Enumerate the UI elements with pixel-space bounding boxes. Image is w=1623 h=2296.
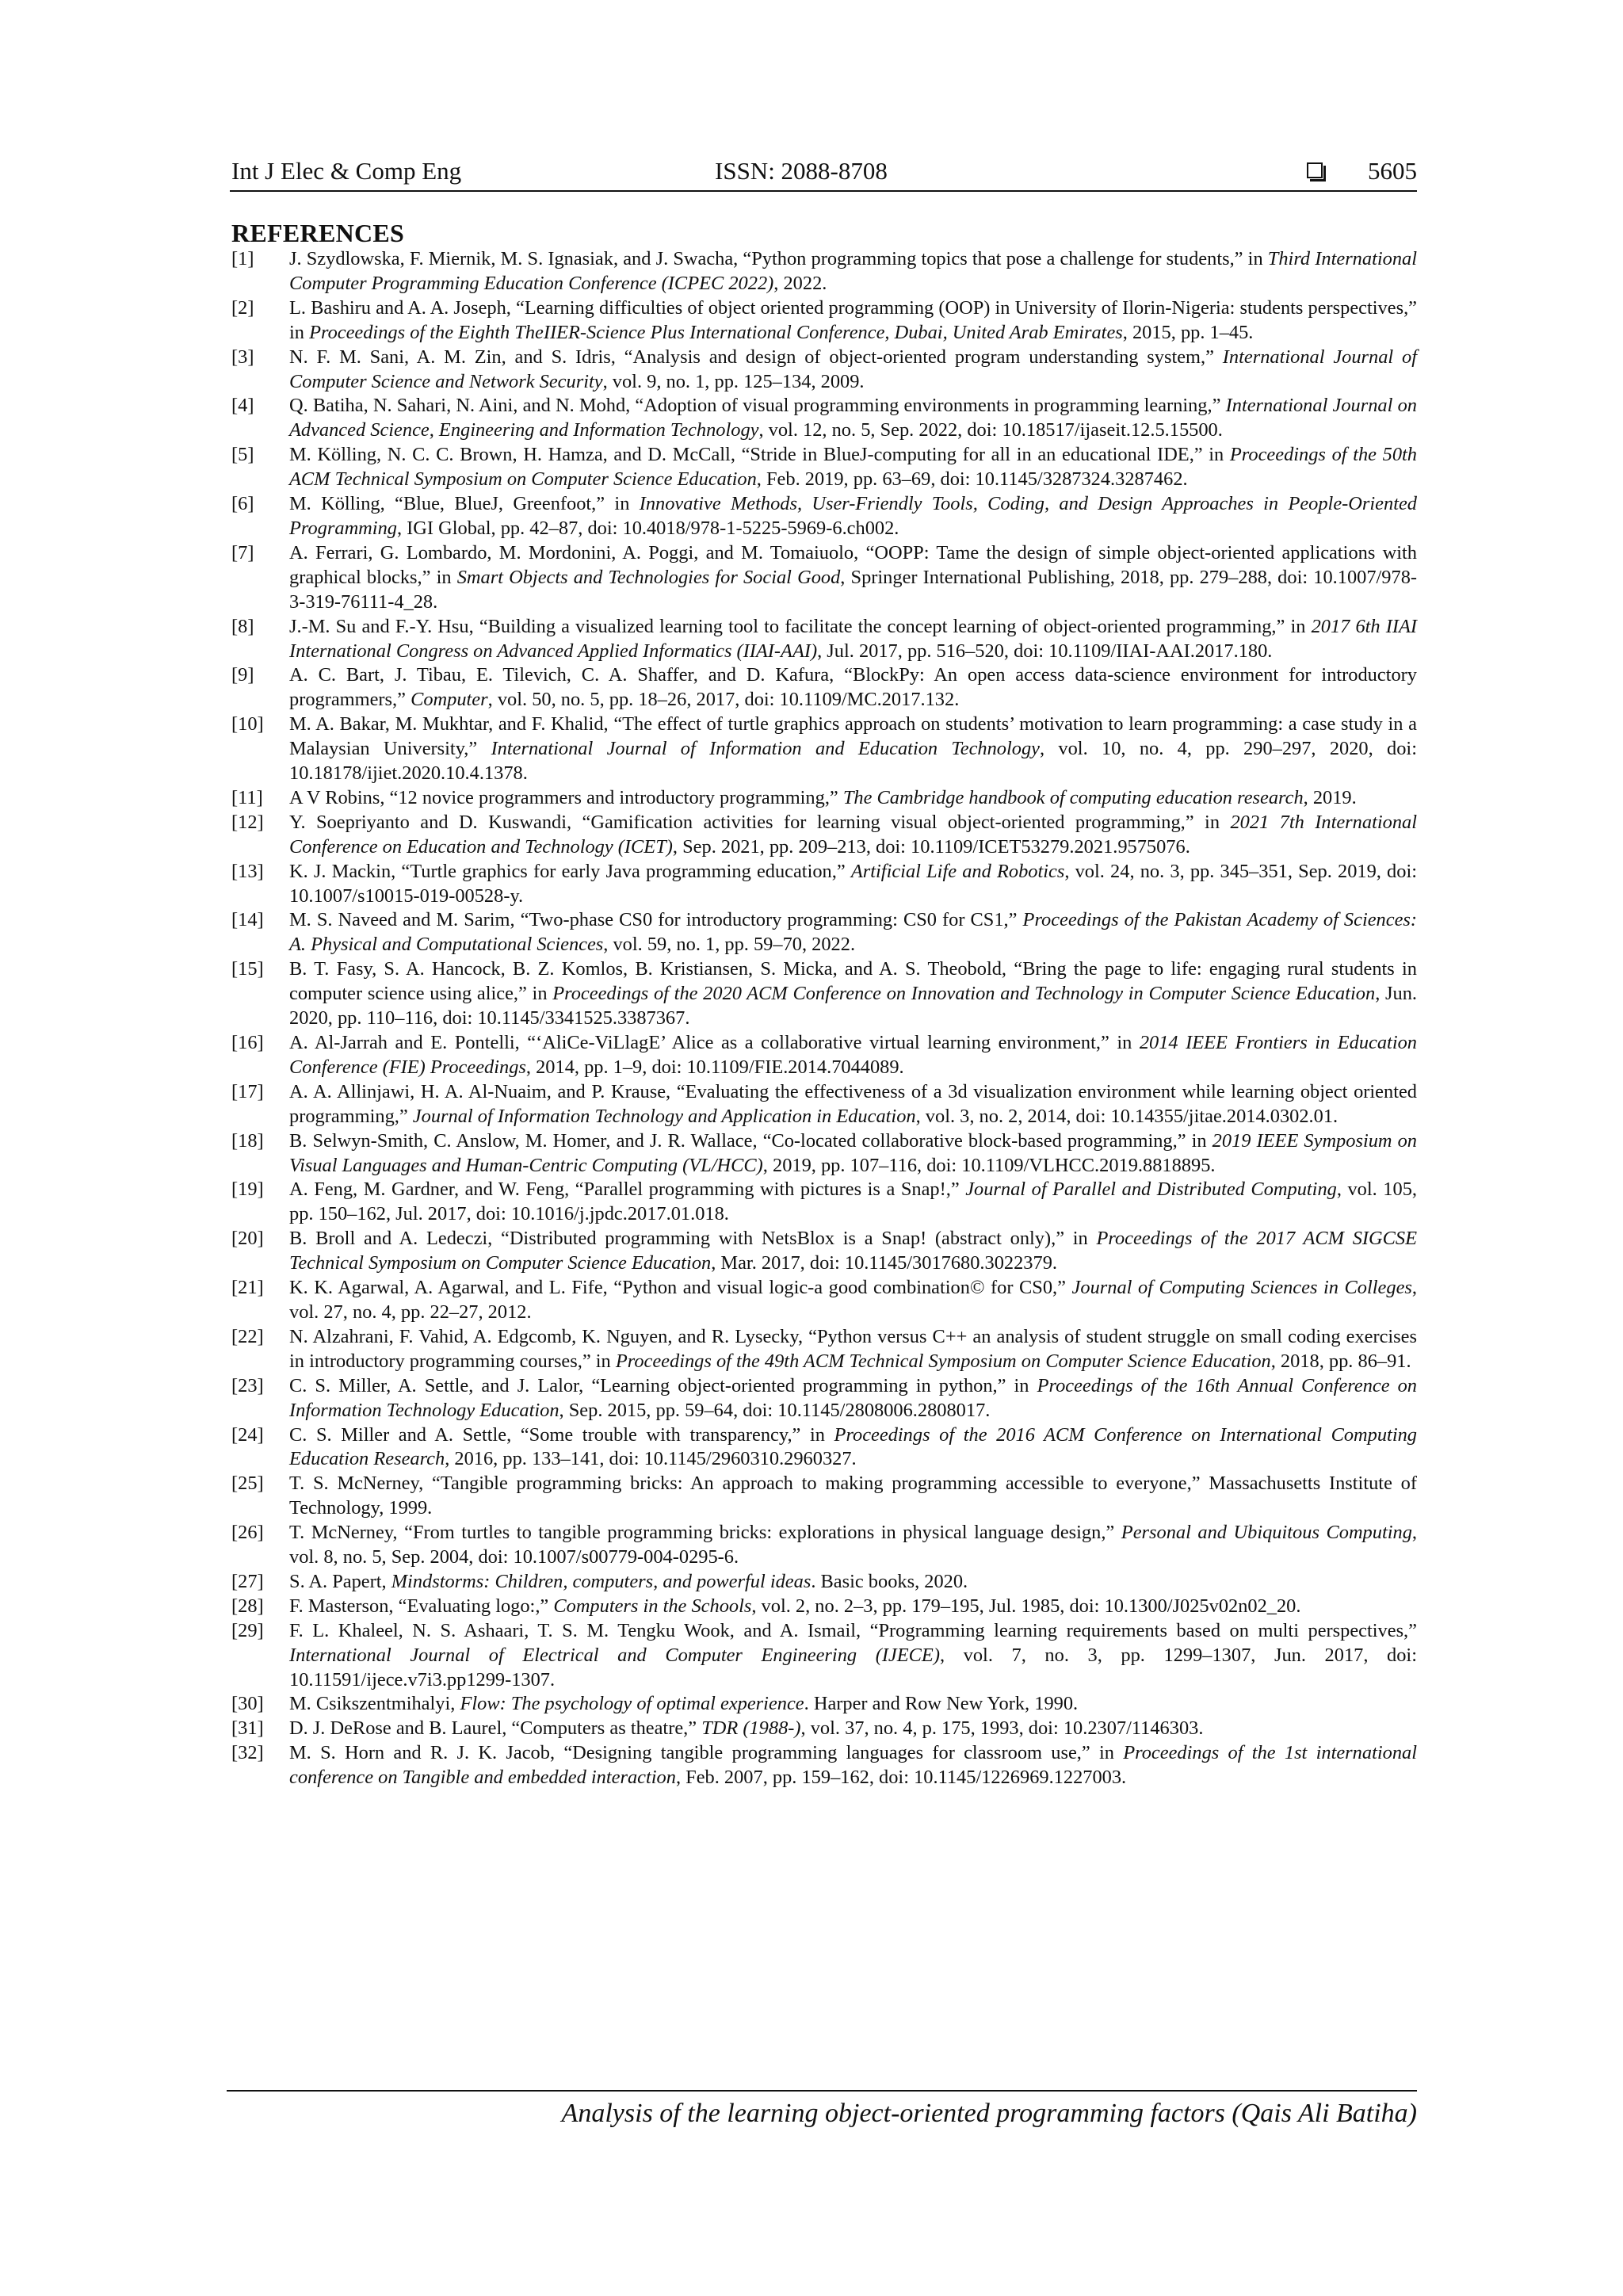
reference-venue: Artificial Life and Robotics xyxy=(850,860,1065,882)
reference-number: [21] xyxy=(231,1277,264,1299)
reference-venue: International Journal on Advanced Science, Engineering and Information Technology xyxy=(289,395,1417,441)
reference-item xyxy=(231,1276,1417,1325)
reference-text xyxy=(289,444,1417,490)
reference-item xyxy=(231,615,1417,664)
reference-segment: B. Broll and A. Ledeczi, “Distributed programming with NetsBlox is a Snap! (abstract only),” in xyxy=(289,1228,1097,1250)
reference-number: [14] xyxy=(231,909,264,931)
reference-venue: TDR (1988-) xyxy=(701,1717,801,1740)
reference-segment: , vol. 3, no. 2, 2014, doi: 10.14355/jitae.2014.0302.01. xyxy=(915,1105,1338,1127)
running-title: Analysis of the learning object-oriented programming factors (Qais Ali Batiha) xyxy=(561,2099,1417,2128)
reference-text xyxy=(289,713,1417,784)
reference-text xyxy=(289,958,1417,1029)
reference-number: [28] xyxy=(231,1595,264,1617)
reference-text xyxy=(289,664,1417,710)
reference-venue: Proceedings of the Pakistan Academy of Sciences: A. Physical and Computational Sciences xyxy=(289,909,1418,956)
reference-venue: Proceedings of the 1st international conference on Tangible and embedded interaction xyxy=(289,1742,1417,1789)
reference-segment: , vol. 7, no. 3, pp. 1299–1307, Jun. 2017, doi: 10.11591/ijece.v7i3.pp1299-1307. xyxy=(289,1644,1417,1690)
reference-venue: Personal and Ubiquitous Computing xyxy=(1121,1522,1412,1544)
reference-text xyxy=(289,1571,968,1592)
reference-item xyxy=(231,663,1417,712)
footer-divider xyxy=(227,2090,1417,2092)
reference-segment: M. Csikszentmihalyi, xyxy=(289,1693,460,1715)
reference-number: [13] xyxy=(231,860,264,882)
reference-venue: 2017 6th IIAI International Congress on Advanced Applied Informatics (IIAI-AAI) xyxy=(289,615,1417,662)
reference-venue: Proceedings of the Eighth TheIIER-Science Plus International Conference, Dubai, United Arab Emirates xyxy=(309,321,1123,343)
reference-text xyxy=(289,909,1417,955)
reference-number: [16] xyxy=(231,1032,264,1053)
reference-number: [24] xyxy=(231,1423,264,1446)
reference-number: [15] xyxy=(231,958,264,980)
reference-segment: , Springer International Publishing, 2018, pp. 279–288, doi: 10.1007/978-3-319-76111-4_28. xyxy=(289,566,1418,613)
reference-item xyxy=(231,492,1417,541)
reference-segment: M. S. Naveed and M. Sarim, “Two-phase CS0 for introductory programming: CS0 for CS1,” xyxy=(289,909,1023,931)
reference-segment: M. A. Bakar, M. Mukhtar, and F. Khalid, “The effect of turtle graphics approach on students’ motivation to learn programming: a case study in a Malaysian University,” xyxy=(289,713,1417,760)
section-title: REFERENCES xyxy=(231,219,405,247)
reference-segment: B. T. Fasy, S. A. Hancock, B. Z. Komlos, B. Kristiansen, S. Micka, and A. S. Theobold, “Bring the page to life: engaging rural students in computer science using alice,” in xyxy=(289,958,1417,1005)
header-divider xyxy=(230,190,1417,192)
reference-item xyxy=(231,1325,1417,1374)
reference-text xyxy=(289,1326,1417,1372)
reference-segment: T. S. McNerney, “Tangible programming bricks: An approach to making programming accessible to everyone,” Massachusetts Institute of Technology, 1999. xyxy=(289,1473,1417,1519)
reference-segment: . Basic books, 2020. xyxy=(811,1570,968,1592)
reference-segment: F. L. Khaleel, N. S. Ashaari, T. S. M. Tengku Wook, and A. Ismail, “Programming learning requirements based on multi perspectives,” xyxy=(289,1619,1417,1641)
reference-venue: International Journal of Information and Education Technology xyxy=(491,738,1040,760)
reference-segment: , vol. 37, no. 4, p. 175, 1993, doi: 10.2307/1146303. xyxy=(800,1717,1204,1740)
reference-text xyxy=(289,493,1417,539)
reference-venue: Proceedings of the 50th ACM Technical Symposium on Computer Science Education xyxy=(289,444,1418,491)
reference-venue: Computer xyxy=(411,689,488,711)
reference-text xyxy=(289,297,1417,343)
reference-segment: A. Ferrari, G. Lombardo, M. Mordonini, A. Poggi, and M. Tomaiuolo, “OOPP: Tame the design of simple object-oriented applications with graphical blocks,” in xyxy=(289,541,1417,588)
reference-segment: C. S. Miller and A. Settle, “Some trouble with transparency,” in xyxy=(289,1423,834,1446)
reference-text xyxy=(289,787,1357,808)
reference-segment: F. Masterson, “Evaluating logo:,” xyxy=(289,1595,554,1617)
reference-segment: , vol. 105, pp. 150–162, Jul. 2017, doi: 10.1016/j.jpdc.2017.01.018. xyxy=(289,1179,1417,1225)
reference-number: [19] xyxy=(231,1179,264,1201)
reference-text xyxy=(289,1179,1417,1224)
reference-segment: A. Feng, M. Gardner, and W. Feng, “Parallel programming with pictures is a Snap!,” xyxy=(289,1179,966,1201)
reference-segment: , 2019, pp. 107–116, doi: 10.1109/VLHCC.2019.8818895. xyxy=(762,1154,1216,1176)
reference-segment: , vol. 27, no. 4, pp. 22–27, 2012. xyxy=(289,1277,1417,1323)
reference-venue: Mindstorms: Children, computers, and powerful ideas xyxy=(391,1570,812,1592)
reference-segment: , vol. 12, no. 5, Sep. 2022, doi: 10.18517/ijaseit.12.5.15500. xyxy=(758,419,1223,441)
reference-venue: Journal of Information Technology and Application in Education xyxy=(412,1105,916,1127)
reference-number: [25] xyxy=(231,1473,264,1495)
reference-segment: N. F. M. Sani, A. M. Zin, and S. Idris, “Analysis and design of object-oriented program understanding system,” xyxy=(289,346,1223,368)
reference-number: [4] xyxy=(231,395,254,417)
reference-item xyxy=(231,1717,1417,1741)
reference-number: [23] xyxy=(231,1374,264,1396)
reference-segment: C. S. Miller, A. Settle, and J. Lalor, “Learning object-oriented programming in python,” in xyxy=(289,1374,1037,1396)
reference-segment: Y. Soepriyanto and D. Kuswandi, “Gamification activities for learning visual object-oriented programming,” in xyxy=(289,811,1231,833)
reference-number: [26] xyxy=(231,1522,264,1544)
reference-number: [8] xyxy=(231,615,254,637)
reference-segment: S. A. Papert, xyxy=(289,1570,391,1592)
reference-segment: A V Robins, “12 novice programmers and introductory programming,” xyxy=(289,786,843,808)
reference-venue: Flow: The psychology of optimal experience xyxy=(460,1693,804,1715)
journal-name: Int J Elec & Comp Eng xyxy=(231,157,462,185)
reference-segment: M. Kölling, N. C. C. Brown, H. Hamza, and D. McCall, “Stride in BlueJ-computing for all in an educational IDE,” in xyxy=(289,444,1230,466)
reference-segment: , Jul. 2017, pp. 516–520, doi: 10.1109/IIAI-AAI.2017.180. xyxy=(817,640,1273,662)
reference-venue: Journal of Computing Sciences in Colleges xyxy=(1071,1277,1412,1299)
reference-text xyxy=(289,1717,1203,1739)
reference-venue: Innovative Methods, User-Friendly Tools, Coding, and Design Approaches in People-Oriented Programming xyxy=(289,493,1417,539)
reference-venue: The Cambridge handbook of computing education research xyxy=(842,786,1304,808)
reference-venue: 2014 IEEE Frontiers in Education Conference (FIE) Proceedings xyxy=(289,1032,1417,1078)
reference-number: [17] xyxy=(231,1080,264,1102)
reference-text xyxy=(289,1522,1417,1568)
reference-segment: T. McNerney, “From turtles to tangible programming bricks: explorations in physical language design,” xyxy=(289,1522,1121,1544)
reference-item xyxy=(231,541,1417,615)
reference-item xyxy=(231,1080,1417,1129)
reference-segment: Q. Batiha, N. Sahari, N. Aini, and N. Mohd, “Adoption of visual programming environments in programming learning,” xyxy=(289,395,1226,417)
reference-number: [9] xyxy=(231,664,254,686)
reference-item xyxy=(231,1472,1417,1521)
reference-item xyxy=(231,1374,1417,1423)
reference-venue: International Journal of Electrical and Computer Engineering (IJECE) xyxy=(289,1644,940,1666)
reference-segment: , vol. 2, no. 2–3, pp. 179–195, Jul. 1985, doi: 10.1300/J025v02n02_20. xyxy=(751,1595,1301,1617)
reference-venue: 2019 IEEE Symposium on Visual Languages and Human-Centric Computing (VL/HCC) xyxy=(289,1129,1417,1176)
reference-text xyxy=(289,248,1417,294)
reference-number: [5] xyxy=(231,444,254,466)
reference-venue: Computers in the Schools xyxy=(553,1595,752,1617)
reference-text xyxy=(289,1130,1417,1176)
reference-item xyxy=(231,1178,1417,1227)
reference-segment: , Sep. 2015, pp. 59–64, doi: 10.1145/2808006.2808017. xyxy=(559,1399,991,1421)
reference-segment: , vol. 50, no. 5, pp. 18–26, 2017, doi: 10.1109/MC.2017.132. xyxy=(487,689,960,711)
reference-segment: L. Bashiru and A. A. Joseph, “Learning difficulties of object oriented programming (OOP) in University of Ilorin-Nigeria: students perspectives,” in xyxy=(289,296,1417,343)
reference-segment: A. C. Bart, J. Tibau, E. Tilevich, C. A. Shaffer, and D. Kafura, “BlockPy: An open access data-science environment for introductory programmers,” xyxy=(289,664,1417,711)
page-number: 5605 xyxy=(1368,157,1417,185)
reference-item xyxy=(231,957,1417,1031)
reference-segment: D. J. DeRose and B. Laurel, “Computers as theatre,” xyxy=(289,1717,702,1740)
reference-item xyxy=(231,1692,1417,1717)
reference-segment: , vol. 24, no. 3, pp. 345–351, Sep. 2019, doi: 10.1007/s10015-019-00528-y. xyxy=(289,860,1417,907)
reference-item xyxy=(231,1741,1417,1790)
reference-text xyxy=(289,1081,1417,1127)
reference-number: [6] xyxy=(231,493,254,515)
reference-text xyxy=(289,861,1417,907)
reference-segment: , 2022. xyxy=(773,272,827,294)
reference-segment: , 2016, pp. 133–141, doi: 10.1145/2960310.2960327. xyxy=(445,1448,857,1470)
reference-text xyxy=(289,1375,1417,1421)
reference-item xyxy=(231,1619,1417,1693)
reference-segment: , Jun. 2020, pp. 110–116, doi: 10.1145/3341525.3387367. xyxy=(289,983,1417,1030)
reference-text xyxy=(289,1693,1078,1714)
reference-number: [30] xyxy=(231,1693,264,1715)
reference-number: [27] xyxy=(231,1570,264,1592)
reference-text xyxy=(289,542,1417,613)
reference-segment: M. S. Horn and R. J. K. Jacob, “Designing tangible programming languages for classroom use,” in xyxy=(289,1742,1124,1764)
reference-segment: , 2014, pp. 1–9, doi: 10.1109/FIE.2014.7044089. xyxy=(525,1056,904,1078)
reference-text xyxy=(289,1228,1417,1274)
square-bullet-icon xyxy=(1307,162,1323,178)
reference-venue: Proceedings of the 2016 ACM Conference on International Computing Education Research xyxy=(289,1423,1417,1470)
reference-venue: Proceedings of the 49th ACM Technical Symposium on Computer Science Education xyxy=(615,1350,1271,1372)
reference-item xyxy=(231,443,1417,492)
reference-segment: , Feb. 2019, pp. 63–69, doi: 10.1145/3287324.3287462. xyxy=(756,468,1188,491)
reference-number: [31] xyxy=(231,1717,264,1740)
reference-segment: K. J. Mackin, “Turtle graphics for early Java programming education,” xyxy=(289,860,851,882)
reference-item xyxy=(231,296,1417,346)
reference-segment: , vol. 9, no. 1, pp. 125–134, 2009. xyxy=(602,370,865,392)
reference-item xyxy=(231,1031,1417,1080)
reference-segment: , vol. 8, no. 5, Sep. 2004, doi: 10.1007/s00779-004-0295-6. xyxy=(289,1522,1418,1568)
reference-segment: A. A. Allinjawi, H. A. Al-Nuaim, and P. Krause, “Evaluating the effectiveness of a 3d visualization environment while learning object oriented programming,” xyxy=(289,1080,1417,1127)
reference-segment: J.-M. Su and F.-Y. Hsu, “Building a visualized learning tool to facilitate the concept learning of object-oriented programming,” in xyxy=(289,615,1312,637)
reference-number: [3] xyxy=(231,346,254,368)
reference-item xyxy=(231,1521,1417,1570)
reference-number: [12] xyxy=(231,811,264,833)
reference-segment: , vol. 59, no. 1, pp. 59–70, 2022. xyxy=(603,934,856,956)
reference-text xyxy=(289,812,1417,858)
reference-segment: , vol. 10, no. 4, pp. 290–297, 2020, doi: 10.18178/ijiet.2020.10.4.1378. xyxy=(289,738,1417,785)
reference-number: [18] xyxy=(231,1129,264,1152)
reference-venue: Proceedings of the 16th Annual Conference on Information Technology Education xyxy=(289,1374,1417,1421)
reference-item xyxy=(231,1595,1417,1619)
reference-number: [2] xyxy=(231,296,254,319)
reference-number: [11] xyxy=(231,786,263,808)
reference-text xyxy=(289,1620,1417,1690)
reference-item xyxy=(231,247,1417,296)
reference-text xyxy=(289,1032,1417,1078)
reference-item xyxy=(231,346,1417,395)
reference-segment: , 2015, pp. 1–45. xyxy=(1122,321,1254,343)
reference-number: [20] xyxy=(231,1228,264,1250)
reference-text xyxy=(289,395,1417,441)
reference-segment: N. Alzahrani, F. Vahid, A. Edgcomb, K. Nguyen, and R. Lysecky, “Python versus C++ an analysis of student struggle on small coding exercises in introductory programming courses,” in xyxy=(289,1325,1417,1372)
reference-item xyxy=(231,1423,1417,1473)
reference-segment: . Harper and Row New York, 1990. xyxy=(804,1693,1079,1715)
reference-text xyxy=(289,1277,1417,1323)
reference-venue: Proceedings of the 2020 ACM Conference on Innovation and Technology in Computer Science Education xyxy=(552,983,1376,1005)
reference-text xyxy=(289,1742,1417,1788)
reference-segment: K. K. Agarwal, A. Agarwal, and L. Fife, “Python and visual logic-a good combination© for CS0,” xyxy=(289,1277,1072,1299)
reference-segment: , Feb. 2007, pp. 159–162, doi: 10.1145/1226969.1227003. xyxy=(675,1767,1127,1789)
reference-segment: A. Al-Jarrah and E. Pontelli, “‘AliCe-ViLlagE’ Alice as a collaborative virtual learning environment,” in xyxy=(289,1032,1140,1053)
reference-segment: J. Szydlowska, F. Miernik, M. S. Ignasiak, and J. Swacha, “Python programming topics that pose a challenge for students,” in xyxy=(289,248,1268,269)
reference-venue: Journal of Parallel and Distributed Computing xyxy=(965,1179,1337,1201)
reference-item xyxy=(231,712,1417,786)
reference-segment: , Mar. 2017, doi: 10.1145/3017680.3022379. xyxy=(711,1252,1057,1274)
reference-segment: , 2018, pp. 86–91. xyxy=(1270,1350,1411,1372)
reference-number: [7] xyxy=(231,541,254,563)
reference-item xyxy=(231,811,1417,860)
reference-number: [32] xyxy=(231,1742,264,1764)
reference-segment: M. Kölling, “Blue, BlueJ, Greenfoot,” in xyxy=(289,493,640,515)
reference-item xyxy=(231,908,1417,957)
reference-text xyxy=(289,616,1417,662)
reference-list xyxy=(231,247,1417,1790)
reference-venue: 2021 7th International Conference on Education and Technology (ICET) xyxy=(289,811,1417,858)
reference-item xyxy=(231,1227,1417,1276)
reference-segment: B. Selwyn-Smith, C. Anslow, M. Homer, and J. R. Wallace, “Co-located collaborative block-based programming,” in xyxy=(289,1129,1212,1152)
reference-text xyxy=(289,1424,1417,1470)
reference-segment: , Sep. 2021, pp. 209–213, doi: 10.1109/ICET53279.2021.9575076. xyxy=(672,835,1190,858)
reference-item xyxy=(231,786,1417,811)
reference-segment: , IGI Global, pp. 42–87, doi: 10.4018/978-1-5225-5969-6.ch002. xyxy=(396,517,899,539)
reference-item xyxy=(231,394,1417,443)
reference-number: [22] xyxy=(231,1325,264,1347)
reference-text xyxy=(289,1473,1417,1519)
reference-item xyxy=(231,860,1417,909)
reference-venue: Third International Computer Programming Education Conference (ICPEC 2022) xyxy=(289,248,1417,294)
reference-item xyxy=(231,1570,1417,1595)
reference-item xyxy=(231,1129,1417,1179)
reference-venue: Proceedings of the 2017 ACM SIGCSE Technical Symposium on Computer Science Education xyxy=(289,1228,1417,1274)
reference-number: [10] xyxy=(231,713,264,735)
reference-text xyxy=(289,1595,1300,1617)
reference-venue: International Journal of Computer Science and Network Security xyxy=(289,346,1417,392)
reference-number: [29] xyxy=(231,1619,264,1641)
reference-text xyxy=(289,346,1417,392)
issn-label: ISSN: 2088-8708 xyxy=(715,157,888,185)
reference-number: [1] xyxy=(231,248,254,269)
reference-venue: Smart Objects and Technologies for Social Good xyxy=(456,566,841,588)
page-header xyxy=(231,155,1417,187)
reference-segment: , 2019. xyxy=(1303,786,1357,808)
